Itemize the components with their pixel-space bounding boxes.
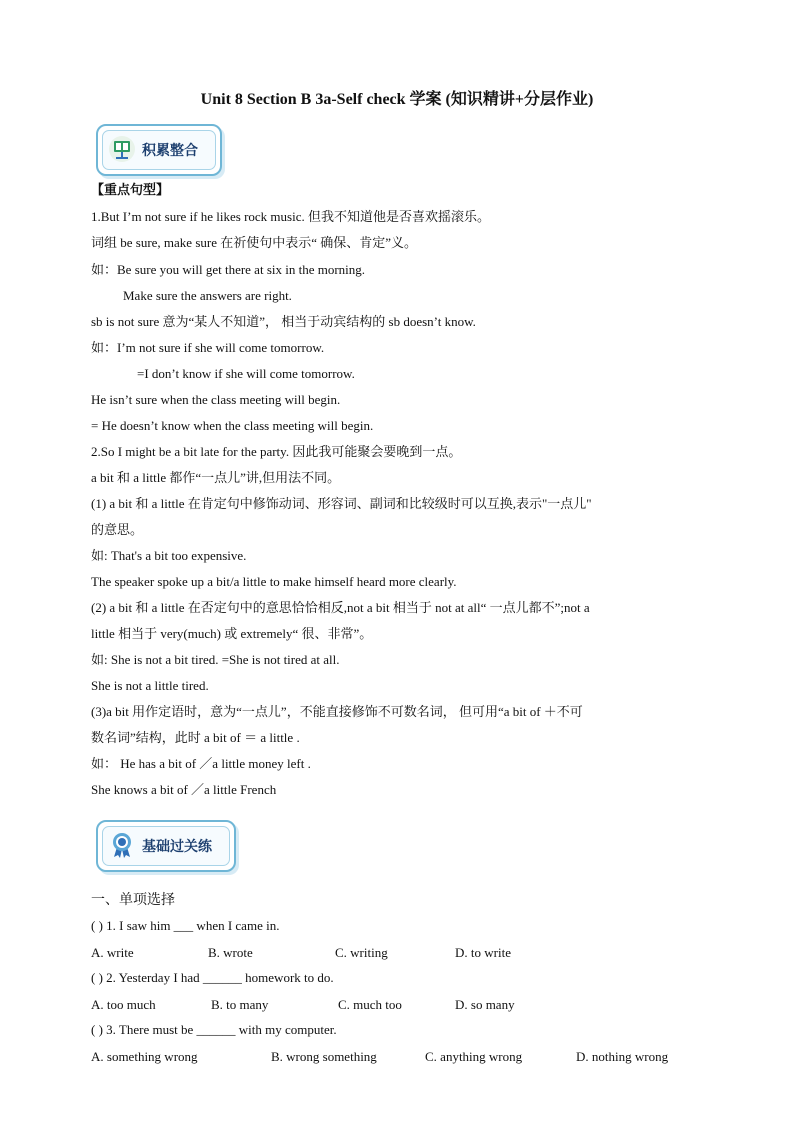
text-line: a bit 和 a little 都作“一点儿”讲,但用法不同。 [91, 470, 341, 485]
section-banner-basic-practice [96, 820, 236, 872]
question-option: D. to write [455, 945, 511, 960]
question-option: C. writing [335, 945, 388, 960]
question-option: D. nothing wrong [576, 1049, 669, 1064]
question-stem: ( ) 3. There must be ______ with my computer. [91, 1022, 337, 1037]
text-line: 词组 be sure, make sure 在祈使句中表示“ 确保、肯定”义。 [91, 235, 418, 250]
question-option: A. too much [91, 997, 156, 1012]
question-stem: ( ) 2. Yesterday I had ______ homework to do. [91, 970, 334, 985]
section-heading: 【重点句型】 [91, 183, 170, 198]
question-option: C. much too [338, 997, 402, 1012]
question-option: B. wrote [208, 945, 253, 960]
question-option: B. to many [211, 997, 269, 1012]
text-line: 如：I’m not sure if she will come tomorrow. [91, 340, 325, 355]
text-line: She is not a little tired. [91, 678, 209, 693]
text-line: 如：Be sure you will get there at six in the morning. [91, 262, 366, 277]
text-line: The speaker spoke up a bit/a little to make himself heard more clearly. [91, 574, 457, 589]
text-line: (3)a bit 用作定语时，意为“一点儿”，不能直接修饰不可数名词， 但可用“a bit of ＋不可 [91, 704, 583, 719]
question-option: D. so many [455, 997, 515, 1012]
book-on-stand-icon [108, 135, 136, 163]
question-option: A. write [91, 945, 134, 960]
text-line: (2) a bit 和 a little 在否定句中的意思恰恰相反,not a bit 相当于 not at all“ 一点儿都不”;not a [91, 600, 590, 615]
text-line: She knows a bit of ／a little French [91, 782, 277, 797]
question-option: A. something wrong [91, 1049, 198, 1064]
question-option: C. anything wrong [425, 1049, 523, 1064]
text-line: Make sure the answers are right. [123, 288, 292, 303]
banner-label: 积累整合 [142, 143, 198, 159]
text-line: 2.So I might be a bit late for the party. 因此我可能聚会要晚到一点。 [91, 444, 462, 459]
text-line: 如： He has a bit of ／a little money left . [91, 756, 311, 771]
text-line: little 相当于 very(much) 或 extremely“ 很、非常”。 [91, 626, 373, 641]
text-line: (1) a bit 和 a little 在肯定句中修饰动词、形容词、副词和比较级时可以互换,表示"一点儿" [91, 496, 592, 511]
exercise-heading: 一、单项选择 [91, 892, 175, 908]
text-line: 如: She is not a bit tired. =She is not tired at all. [91, 652, 340, 667]
text-line: 如: That's a bit too expensive. [91, 548, 247, 563]
text-line: 1.But I’m not sure if he likes rock music. 但我不知道他是否喜欢摇滚乐。 [91, 209, 490, 224]
text-line: = He doesn’t know when the class meeting will begin. [91, 418, 374, 433]
banner-label: 基础过关练 [142, 839, 212, 855]
text-line: 数名词”结构，此时 a bit of ＝ a little . [91, 730, 300, 745]
text-line: 的意思。 [91, 522, 144, 537]
question-option: B. wrong something [271, 1049, 377, 1064]
text-line: He isn’t sure when the class meeting will begin. [91, 392, 341, 407]
section-banner-accumulate [96, 124, 222, 176]
page-title: Unit 8 Section B 3a-Self check 学案 (知识精讲+分层作业) [200, 91, 594, 108]
question-stem: ( ) 1. I saw him ___ when I came in. [91, 918, 280, 933]
text-line: =I don’t know if she will come tomorrow. [137, 366, 355, 381]
award-medal-icon [108, 831, 136, 859]
text-line: sb is not sure 意为“某人不知道”， 相当于动宾结构的 sb doesn’t know. [91, 314, 476, 329]
